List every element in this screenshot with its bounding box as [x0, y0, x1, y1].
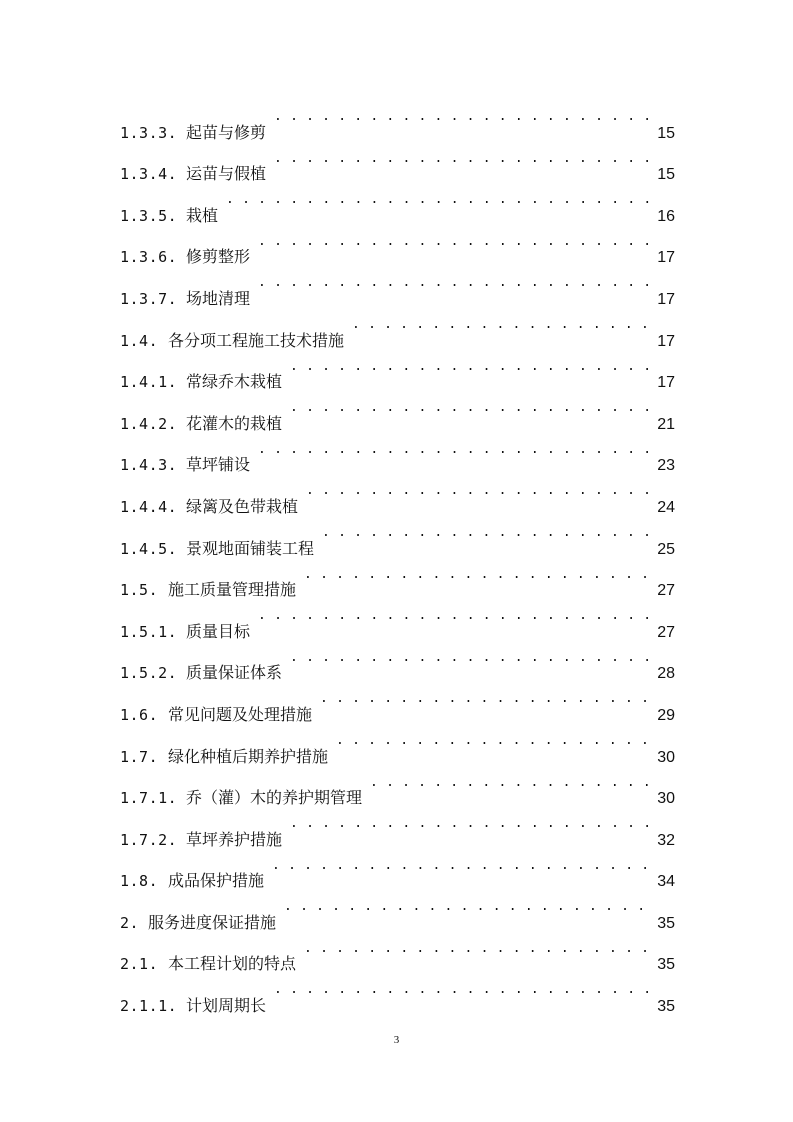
toc-entry-title: 场地清理	[186, 288, 251, 308]
toc-dot-leader	[304, 928, 649, 970]
toc-entry-title: 修剪整形	[186, 247, 251, 267]
toc-dot-leader	[290, 387, 649, 429]
toc-dot-leader	[322, 512, 649, 554]
toc-dot-leader	[274, 138, 649, 180]
toc-dot-leader	[226, 179, 649, 221]
toc-entry-page: 23	[657, 457, 675, 475]
toc-entry-number: 1.8.	[120, 872, 159, 891]
toc-entry-title: 质量目标	[186, 621, 251, 641]
toc-entry-title: 本工程计划的特点	[168, 954, 297, 974]
toc-entry-page: 17	[657, 374, 675, 392]
toc-entry-number: 2.1.1.	[120, 997, 178, 1016]
toc-entry-page: 30	[657, 790, 675, 808]
toc-entry-number: 1.4.2.	[120, 414, 178, 433]
toc-entry-title: 乔（灌）木的养护期管理	[186, 788, 363, 808]
toc-entry-title: 花灌木的栽植	[186, 413, 283, 433]
toc-entry[interactable]	[120, 96, 675, 142]
toc-entry-page: 15	[657, 124, 675, 142]
toc-entry-page: 34	[657, 873, 675, 891]
toc-dot-leader	[336, 720, 649, 762]
toc-entry-page: 17	[657, 290, 675, 308]
toc-dot-leader	[284, 886, 649, 928]
toc-dot-leader	[352, 304, 649, 346]
toc-entry-title: 绿化种植后期养护措施	[168, 746, 329, 766]
toc-entry-number: 2.1.	[120, 955, 159, 974]
toc-entry-page: 21	[657, 415, 675, 433]
toc-entry-title: 景观地面铺装工程	[186, 538, 315, 558]
toc-dot-leader	[258, 595, 649, 637]
toc-dot-leader	[304, 554, 649, 596]
toc-entry-page: 28	[657, 665, 675, 683]
toc-entry-page: 32	[657, 831, 675, 849]
toc-entry-title: 起苗与修剪	[186, 122, 267, 142]
toc-entry-title: 质量保证体系	[186, 663, 283, 683]
toc-entry-page: 17	[657, 332, 675, 350]
toc-entry-page: 35	[657, 956, 675, 974]
toc-entry-title: 常绿乔木栽植	[186, 372, 283, 392]
toc-dot-leader	[258, 221, 649, 263]
toc-entry-title: 各分项工程施工技术措施	[168, 330, 345, 350]
toc-entry-number: 1.6.	[120, 705, 159, 724]
toc-entry-page: 17	[657, 249, 675, 267]
page-number: 3	[393, 1034, 400, 1046]
toc-entry-page: 24	[657, 498, 675, 516]
toc-entry-number: 1.7.	[120, 747, 159, 766]
toc-entry-title: 计划周期长	[186, 996, 267, 1016]
toc-entry-number: 1.4.3.	[120, 456, 178, 475]
toc-entry-title: 栽植	[186, 205, 219, 225]
toc-entry-title: 运苗与假植	[186, 164, 267, 184]
toc-entry-title: 服务进度保证措施	[148, 912, 277, 932]
toc-dot-leader	[274, 969, 649, 1011]
toc-entry-page: 35	[657, 914, 675, 932]
toc-dot-leader	[290, 803, 649, 845]
toc-dot-leader	[272, 845, 649, 887]
toc-entry-title: 成品保护措施	[168, 871, 265, 891]
toc-entry-number: 1.3.5.	[120, 206, 178, 225]
toc-dot-leader	[320, 678, 649, 720]
toc-entry-number: 1.4.	[120, 331, 159, 350]
toc-entry-page: 35	[657, 998, 675, 1016]
toc-entry-page: 16	[657, 207, 675, 225]
toc-dot-leader	[258, 429, 649, 471]
toc-entry-number: 1.3.6.	[120, 248, 178, 267]
toc-dot-leader	[370, 762, 649, 804]
toc-entry-number: 1.3.7.	[120, 289, 178, 308]
toc-entry-number: 1.4.4.	[120, 497, 178, 516]
toc-entry-number: 1.5.2.	[120, 664, 178, 683]
toc-entry-number: 1.3.4.	[120, 165, 178, 184]
toc-dot-leader	[290, 346, 649, 388]
toc-entry-page: 29	[657, 706, 675, 724]
toc-entry-number: 1.4.1.	[120, 373, 178, 392]
toc-entry-number: 1.5.	[120, 581, 159, 600]
toc-entry-page: 15	[657, 166, 675, 184]
toc-entry-title: 绿篱及色带栽植	[186, 496, 299, 516]
toc-entry-title: 草坪养护措施	[186, 829, 283, 849]
toc-dot-leader	[290, 637, 649, 679]
toc-entry-page: 27	[657, 582, 675, 600]
toc-entry-title: 常见问题及处理措施	[168, 704, 313, 724]
toc-entry-number: 1.7.1.	[120, 789, 178, 808]
toc-dot-leader	[258, 262, 649, 304]
toc-dot-leader	[306, 470, 649, 512]
toc-entry-number: 2.	[120, 913, 140, 932]
toc-entry-number: 1.4.5.	[120, 539, 178, 558]
toc-entry-page: 25	[657, 540, 675, 558]
toc-entry-number: 1.3.3.	[120, 123, 178, 142]
toc-dot-leader	[274, 96, 649, 138]
toc-entry-number: 1.5.1.	[120, 622, 178, 641]
table-of-contents	[120, 96, 675, 1016]
toc-entry-title: 草坪铺设	[186, 455, 251, 475]
toc-entry-title: 施工质量管理措施	[168, 580, 297, 600]
toc-entry-page: 27	[657, 623, 675, 641]
toc-entry-page: 30	[657, 748, 675, 766]
toc-entry-number: 1.7.2.	[120, 830, 178, 849]
